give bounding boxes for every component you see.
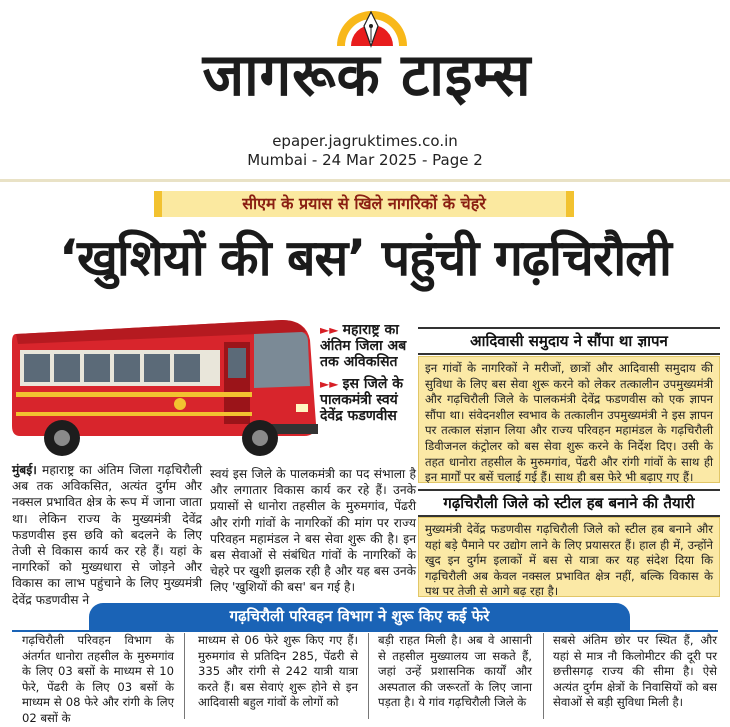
epaper-url[interactable]: epaper.jagruktimes.co.in [272, 132, 458, 150]
side-notes [320, 322, 416, 430]
column-divider [184, 633, 185, 719]
sidebar-box-1: इन गांवों के नागरिकों ने मरीजों, छात्रों और आदिवासी समुदाय की सुविधा के लिए बस सेवा शुरू करने को लेकर तत्कालीन उपमुख्यमंत्री और गढ़चिरौली जिले के पालकमंत्री देवेंद्र फडणवीस को एक ज्ञापन सौंपा था। संवेदनशील स्वभाव के तत्कालीन उपमुख्यमंत्री ने इस ज्ञापन पर तत्काल संज्ञान लिया और राज्य परिवहन महामंडल के गढ़चिरौली डिवीजनल कंट्रोलर को बस सेवा शुरू करने के निर्देश दिए। उसी के तहत धानोरा तहसील के मुरुमगांव, पेंढरी और रांगी गांवों के साथ ही इन मार्गों पर बसें चलाई गई हैं। साथ ही बस फेरे भी बढ़ाए गए हैं। [418, 356, 720, 483]
column-divider [368, 633, 369, 719]
sidebar-heading-1: आदिवासी समुदाय ने सौंपा था ज्ञापन [418, 327, 720, 355]
article-column-2: स्वयं इस जिले के पालकमंत्री का पद संभाला है और लगातार विकास कार्य कर रहे हैं। उनके प्रयासों से धानोरा तहसील के मुरुमगांव, पेंढरी और रांगी गांवों के नागरिकों की मांग पर राज्य परिवहन महामंडल ने बस सेवा शुरू की है। इन बस सेवाओं से संबंधित गांवों के नागरिकों के चेहरे पर खुशी झलक रही है और यह बस उनके लिए 'खुशियों की बस' बन गई है। [210, 467, 416, 595]
page-top-border [0, 179, 730, 182]
bottom-column-1: गढ़चिरौली परिवहन विभाग के अंतर्गत धानोरा तहसील के मुरुमगांव के लिए 03 बसों के माध्यम से 10 फेरे, पेंढरी के लिए 03 बसों के माध्यम से 08 फेरे और रांगी के लिए 02 बसों के [22, 633, 174, 725]
kicker-strip [154, 191, 574, 217]
bottom-rule [12, 630, 718, 632]
column-divider [543, 633, 544, 719]
bottom-column-2: माध्यम से 06 फेरे शुरू किए गए हैं। मुरुमगांव से प्रतिदिन 285, पेंढरी से 335 और रांगी से 242 यात्री यात्रा करते हैं। बस सेवाएं शुरू होने से इन आदिवासी बहुल गांवों के लोगों को [198, 633, 358, 710]
sidebar-box-2: मुख्यमंत्री देवेंद्र फडणवीस गढ़चिरौली जिले को स्टील हब बनाने और यहां बड़े पैमाने पर उद्योग लाने के लिए प्रयासरत हैं। हाल ही में, उन्होंने खुद इन दुर्गम इलाकों में बस से यात्रा कर यह संदेश दिया कि गढ़चिरौली अब केवल नक्सल प्रभावित क्षेत्र नहीं, बल्कि विकास के पथ पर तेजी से आगे बढ़ रहा है। [418, 517, 720, 597]
side-note-2: ►► इस जिले के पालकमंत्री स्वयं देवेंद्र फडणवीस [320, 376, 403, 424]
side-note-1: ►► महाराष्ट्र का अंतिम जिला अब तक अविकसित [320, 322, 407, 370]
bottom-column-4: सबसे अंतिम छोर पर स्थित हैं, और यहां से मात्र नौ किलोमीटर की दूरी पर छत्तीसगढ़ राज्य की सीमा है। ऐसे अत्यंत दुर्गम क्षेत्रों के निवासियों को बस सेवाओं से बड़ी सुविधा मिली है। [553, 633, 717, 710]
edition-date: Mumbai - 24 Mar 2025 - Page 2 [247, 151, 483, 169]
kicker-text: सीएम के प्रयास से खिले नागरिकों के चेहरे [242, 194, 486, 213]
dateline: मुंबई। [12, 463, 37, 477]
bus-illustration [10, 312, 322, 462]
masthead [0, 0, 730, 178]
bottom-column-3: बड़ी राहत मिली है। अब वे आसानी से तहसील मुख्यालय जा सकते हैं, जहां उन्हें प्रशासनिक कार्यों और अस्पताल की जरूरतों के लिए जाना पड़ता है। ये गांव गढ़चिरौली जिले के [378, 633, 532, 710]
bottom-banner: गढ़चिरौली परिवहन विभाग ने शुरू किए कई फेरे [89, 603, 630, 630]
double-arrow-icon: ►► [320, 377, 343, 391]
double-arrow-icon: ►► [320, 323, 343, 337]
headline: ‘खुशियों की बस’ पहुंची गढ़चिरौली [58, 229, 672, 287]
masthead-logo: जागरूक टाइम्स [202, 41, 532, 110]
article-column-1: मुंबई। महाराष्ट्र का अंतिम जिला गढ़चिरौली अब तक अविकसित, अत्यंत दुर्गम और नक्सल प्रभावित क्षेत्र के रूप में जाना जाता था। लेकिन राज्य के मुख्यमंत्री देवेंद्र फडणवीस इस छवि को बदलने के लिए तेजी से विकास कार्य कर रहे हैं। यहां के नागरिकों को मुख्यधारा से जोड़ने और विकास का लाभ पहुंचाने के लिए मुख्यमंत्री देवेंद्र फडणवीस ने [12, 463, 202, 607]
sidebar-heading-2: गढ़चिरौली जिले को स्टील हब बनाने की तैयारी [418, 489, 720, 517]
